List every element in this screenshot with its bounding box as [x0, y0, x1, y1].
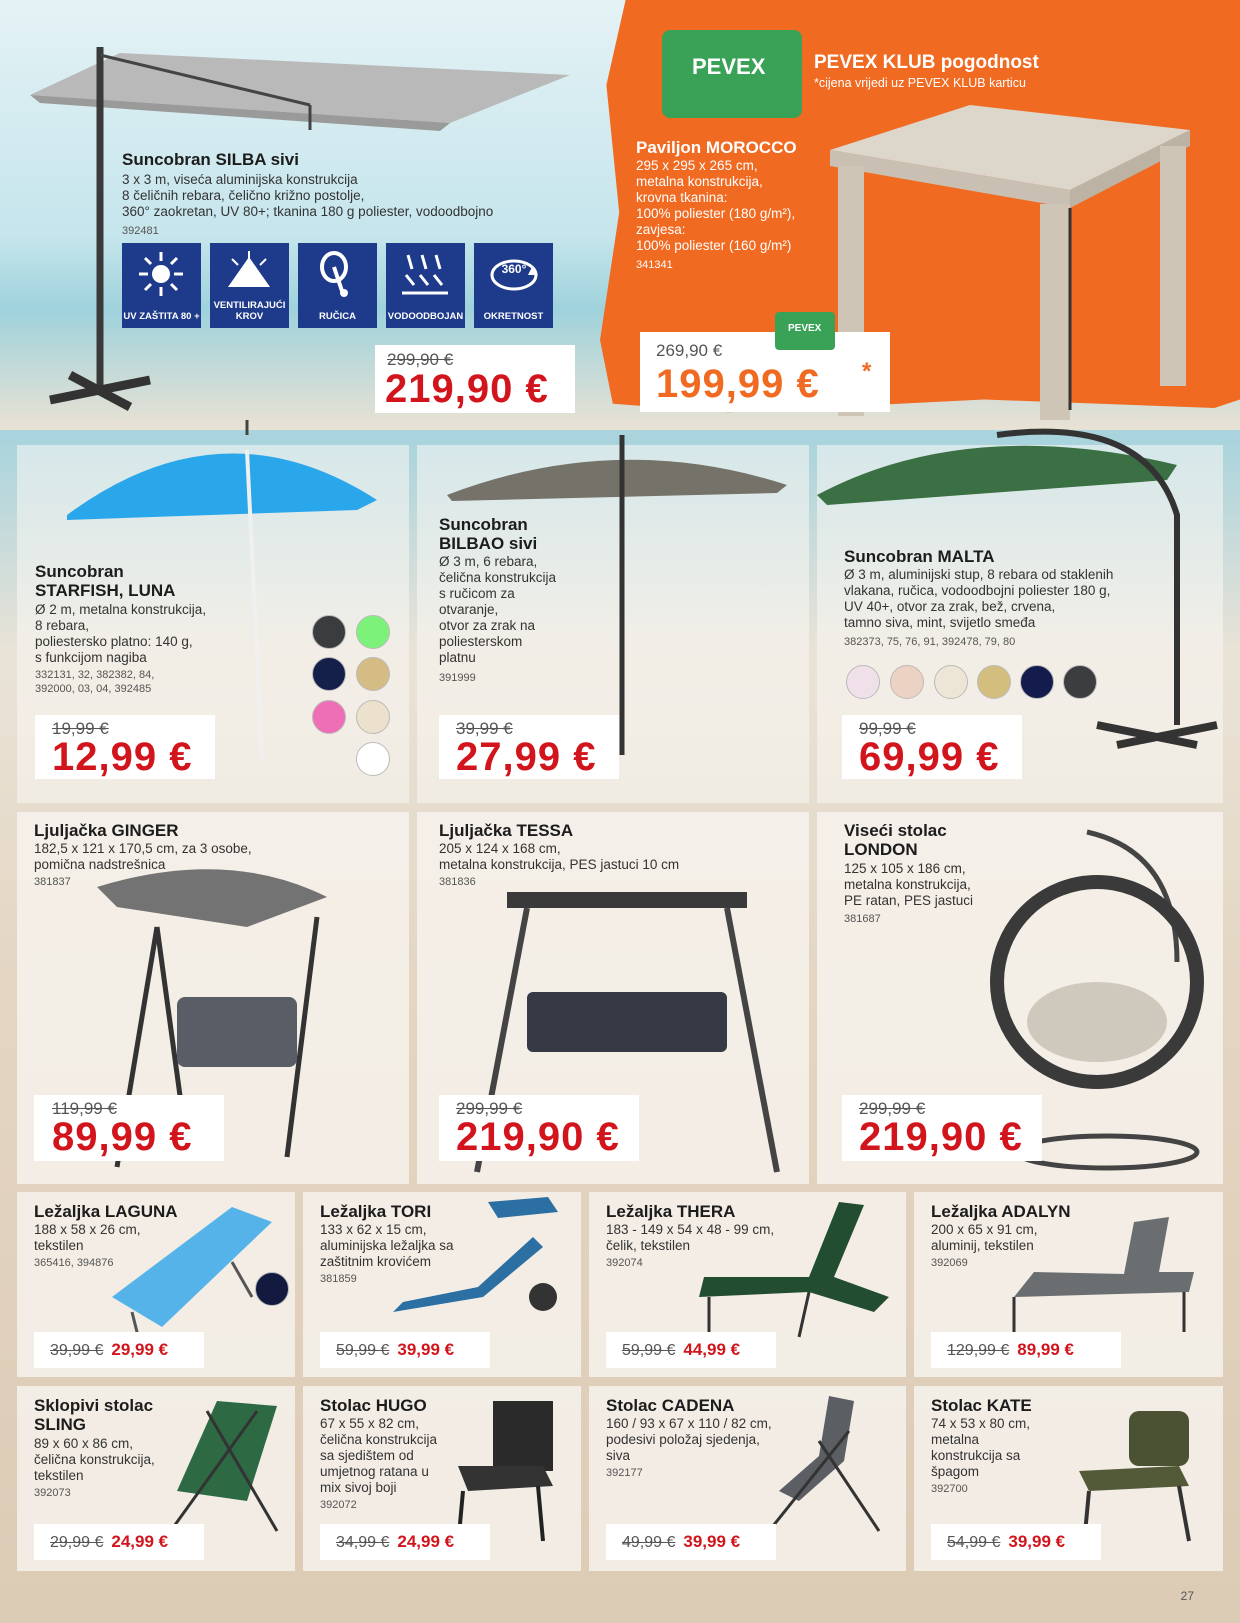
kate-price-box — [931, 1524, 1101, 1560]
silba-price-box — [375, 345, 575, 413]
laguna-price — [50, 1340, 168, 1360]
adalyn-code: 392069 — [931, 1257, 968, 1269]
product-starfish[interactable] — [17, 445, 409, 803]
product-adalyn[interactable] — [914, 1192, 1223, 1377]
laguna-price-box — [34, 1332, 204, 1368]
water-repellent-icon — [400, 249, 450, 299]
thera-code: 392074 — [606, 1257, 643, 1269]
london-new-price: 219,90 € — [859, 1115, 1023, 1159]
laguna-code: 365416, 394876 — [34, 1257, 114, 1269]
malta-new-price: 69,99 € — [859, 735, 1000, 779]
feature-rotation — [474, 243, 553, 328]
feature-label: RUČICA — [319, 311, 356, 322]
malta-price-box — [842, 715, 1022, 779]
tessa-new-price: 219,90 € — [456, 1115, 620, 1159]
kate-code: 392700 — [931, 1483, 968, 1495]
bilbao-code: 391999 — [439, 672, 476, 684]
kate-old-price: 54,99 € — [947, 1534, 1001, 1551]
product-malta[interactable] — [817, 445, 1223, 803]
bilbao-price-box — [439, 715, 619, 779]
hugo-price-box — [320, 1524, 490, 1560]
sling-new-price: 24,99 € — [111, 1532, 169, 1551]
page-number: 27 — [1180, 1589, 1194, 1603]
starfish-old-price: 19,99 € — [52, 719, 109, 738]
color-swatch[interactable] — [312, 615, 346, 649]
adalyn-spec: 200 x 65 x 91 cm, aluminij, tekstilen — [931, 1222, 1038, 1253]
morocco-asterisk: * — [862, 358, 872, 385]
ginger-price-box — [34, 1095, 224, 1161]
product-kate[interactable] — [914, 1386, 1223, 1571]
bilbao-old-price: 39,99 € — [456, 719, 513, 738]
pevex-club-badge — [775, 312, 835, 350]
starfish-spec: Ø 2 m, metalna konstrukcija, 8 rebara, poliestersko platno: 140 g, s funkcijom nagiba — [35, 602, 207, 665]
kate-name: Stolac KATE — [931, 1396, 1032, 1415]
product-silba[interactable] — [0, 0, 600, 425]
sling-old-price: 29,99 € — [50, 1534, 104, 1551]
starfish-name: Suncobran STARFISH, LUNA — [35, 562, 176, 600]
kate-spec: 74 x 53 x 80 cm, metalna konstrukcija sa špagom — [931, 1416, 1031, 1479]
adalyn-price-box — [931, 1332, 1121, 1368]
tessa-spec: 205 x 124 x 168 cm, metalna konstrukcija, PES jastuci 10 cm — [439, 841, 680, 872]
tori-price — [336, 1340, 454, 1360]
product-laguna[interactable] — [17, 1192, 295, 1377]
hugo-old-price: 34,99 € — [336, 1534, 390, 1551]
adalyn-price — [947, 1340, 1074, 1360]
laguna-name: Ležaljka LAGUNA — [34, 1202, 178, 1221]
color-swatch[interactable] — [356, 615, 390, 649]
sling-name: Sklopivi stolac SLING — [34, 1396, 154, 1434]
sun-icon — [136, 249, 186, 299]
thera-old-price: 59,99 € — [622, 1342, 676, 1359]
product-cadena[interactable] — [589, 1386, 906, 1571]
hugo-code: 392072 — [320, 1499, 357, 1511]
hugo-new-price: 24,99 € — [397, 1532, 455, 1551]
laguna-old-price: 39,99 € — [50, 1342, 104, 1359]
color-swatch[interactable] — [255, 1272, 289, 1306]
tori-old-price: 59,99 € — [336, 1342, 390, 1359]
hugo-spec: 67 x 55 x 82 cm, čelična konstrukcija sa sjedištem od umjetnog ratana u mix sivoj boji — [320, 1416, 438, 1495]
morocco-old-price: 269,90 € — [656, 341, 723, 360]
feature-uv-protection — [122, 243, 201, 328]
pevex-club-card-text: PEVEX — [692, 54, 766, 79]
morocco-name: Paviljon MOROCCO — [636, 138, 797, 157]
cadena-spec: 160 / 93 x 67 x 110 / 82 cm, podesivi položaj sjedenja, siva — [606, 1416, 772, 1463]
london-code: 381687 — [844, 913, 881, 925]
color-swatch[interactable] — [356, 700, 390, 734]
cadena-new-price: 39,99 € — [683, 1532, 741, 1551]
color-swatch[interactable] — [977, 665, 1011, 699]
thera-spec: 183 - 149 x 54 x 48 - 99 cm, čelik, tekstilen — [606, 1222, 775, 1253]
cadena-name: Stolac CADENA — [606, 1396, 735, 1415]
color-swatch[interactable] — [934, 665, 968, 699]
thera-name: Ležaljka THERA — [606, 1202, 736, 1221]
adalyn-name: Ležaljka ADALYN — [931, 1202, 1071, 1221]
bilbao-new-price: 27,99 € — [456, 735, 597, 779]
color-swatch[interactable] — [356, 742, 390, 776]
hugo-price — [336, 1532, 454, 1552]
feature-label: UV ZAŠTITA 80 + — [123, 311, 200, 322]
product-tessa[interactable] — [417, 812, 809, 1184]
silba-name: Suncobran SILBA sivi — [122, 150, 299, 169]
tessa-price-box — [439, 1095, 639, 1161]
starfish-new-price: 12,99 € — [52, 735, 193, 779]
tessa-name: Ljuljačka TESSA — [439, 821, 574, 840]
malta-spec: Ø 3 m, aluminijski stup, 8 rebara od staklenih vlakana, ručica, vodoodbojni poliester 180 g, UV 40+, otvor za zrak, bež, crvena, tamno siva, mint, svijetlo smeđa — [844, 567, 1114, 630]
sling-chair-image — [147, 1391, 292, 1541]
bilbao-spec: Ø 3 m, 6 rebara, čelična konstrukcija s ručicom za otvaranje, otvor za zrak na poliesterskom platnu — [439, 554, 557, 665]
club-title: PEVEX KLUB pogodnost — [814, 52, 1039, 73]
club-note: *cijena vrijedi uz PEVEX KLUB karticu — [814, 76, 1026, 90]
london-name: Viseći stolac LONDON — [844, 821, 947, 859]
rotation-360-icon — [488, 249, 540, 299]
tori-new-price: 39,99 € — [397, 1340, 455, 1359]
ginger-code: 381837 — [34, 876, 71, 888]
sling-price-box — [34, 1524, 204, 1560]
adalyn-old-price: 129,99 € — [947, 1342, 1010, 1359]
morocco-price-box — [640, 323, 890, 412]
color-swatch[interactable] — [1063, 665, 1097, 699]
product-hugo[interactable] — [303, 1386, 581, 1571]
ginger-old-price: 119,99 € — [52, 1099, 117, 1118]
tessa-old-price: 299,99 € — [456, 1099, 523, 1118]
silba-code: 392481 — [122, 225, 159, 237]
sling-price — [50, 1532, 168, 1552]
laguna-new-price: 29,99 € — [111, 1340, 169, 1359]
morocco-code: 341341 — [636, 259, 673, 271]
ginger-spec: 182,5 x 121 x 170,5 cm, za 3 osobe, pomična nadstrešnica — [34, 841, 252, 872]
tori-price-box — [320, 1332, 490, 1368]
kate-price — [947, 1532, 1065, 1552]
thera-new-price: 44,99 € — [683, 1340, 741, 1359]
thera-price — [622, 1340, 740, 1360]
ginger-new-price: 89,99 € — [52, 1115, 193, 1159]
malta-code: 382373, 75, 76, 91, 392478, 79, 80 — [844, 636, 1016, 648]
morocco-new-price: 199,99 € — [656, 362, 820, 406]
london-old-price: 299,99 € — [859, 1099, 926, 1118]
pevex-club-card — [662, 30, 802, 118]
sling-code: 392073 — [34, 1487, 71, 1499]
product-sling[interactable] — [17, 1386, 295, 1571]
london-spec: 125 x 105 x 186 cm, metalna konstrukcija, PE ratan, PES jastuci — [844, 861, 974, 908]
starfish-price-box — [35, 715, 215, 779]
silba-old-price: 299,90 € — [387, 350, 454, 369]
feature-label: VODOODBOJAN — [387, 311, 464, 322]
feature-crank-handle — [298, 243, 377, 328]
rotation-text: 360° — [501, 262, 527, 276]
cadena-chair-image — [759, 1391, 899, 1541]
color-swatch[interactable] — [846, 665, 880, 699]
color-swatch[interactable] — [312, 657, 346, 691]
morocco-spec: 295 x 295 x 265 cm, metalna konstrukcija, krovna tkanina: 100% poliester (180 g/m²), zavjesa: 100% poliester (160 g/m²) — [636, 158, 796, 253]
feature-vented-roof — [210, 243, 289, 328]
feature-label: VENTILIRAJUĆI KROV — [213, 300, 286, 322]
silba-new-price: 219,90 € — [385, 367, 549, 411]
tori-code: 381859 — [320, 1273, 357, 1285]
color-swatch[interactable] — [1020, 665, 1054, 699]
product-bilbao[interactable] — [417, 445, 809, 803]
tori-spec: 133 x 62 x 15 cm, aluminijska ležaljka sa zaštitnim krovićem — [320, 1222, 454, 1269]
pevex-club-badge-text: PEVEX — [788, 323, 822, 334]
product-morocco[interactable] — [600, 0, 1240, 425]
cadena-price-box — [606, 1524, 776, 1560]
silba-spec: 3 x 3 m, viseća aluminijska konstrukcija 8 čeličnih rebara, čelično križno postolje, 360° zaokretan, UV 80+; tkanina 180 g poliester, vodoodbojno — [122, 172, 494, 219]
cadena-old-price: 49,99 € — [622, 1534, 676, 1551]
laguna-spec: 188 x 58 x 26 cm, tekstilen — [34, 1222, 141, 1253]
color-swatch[interactable] — [356, 657, 390, 691]
product-thera[interactable] — [589, 1192, 906, 1377]
sling-spec: 89 x 60 x 86 cm, čelična konstrukcija, tekstilen — [34, 1436, 155, 1483]
color-swatch[interactable] — [312, 700, 346, 734]
feature-water-repellent — [386, 243, 465, 328]
starfish-code: 332131, 32, 382382, 84, 392000, 03, 04, 392485 — [35, 669, 155, 695]
product-london[interactable] — [817, 812, 1223, 1184]
malta-old-price: 99,99 € — [859, 719, 916, 738]
tori-name: Ležaljka TORI — [320, 1202, 432, 1221]
cadena-price — [622, 1532, 740, 1552]
adalyn-new-price: 89,99 € — [1017, 1340, 1075, 1359]
hugo-name: Stolac HUGO — [320, 1396, 427, 1415]
product-tori[interactable] — [303, 1192, 581, 1377]
crank-handle-icon — [312, 249, 362, 299]
thera-price-box — [606, 1332, 776, 1368]
ginger-name: Ljuljačka GINGER — [34, 821, 179, 840]
product-ginger[interactable] — [17, 812, 409, 1184]
kate-new-price: 39,99 € — [1008, 1532, 1066, 1551]
london-price-box — [842, 1095, 1042, 1161]
feature-label: OKRETNOST — [483, 311, 544, 322]
bilbao-name: Suncobran BILBAO sivi — [439, 515, 538, 553]
cadena-code: 392177 — [606, 1467, 643, 1479]
color-swatch[interactable] — [890, 665, 924, 699]
malta-name: Suncobran MALTA — [844, 547, 995, 566]
vented-roof-icon — [224, 249, 274, 295]
tessa-code: 381836 — [439, 876, 476, 888]
